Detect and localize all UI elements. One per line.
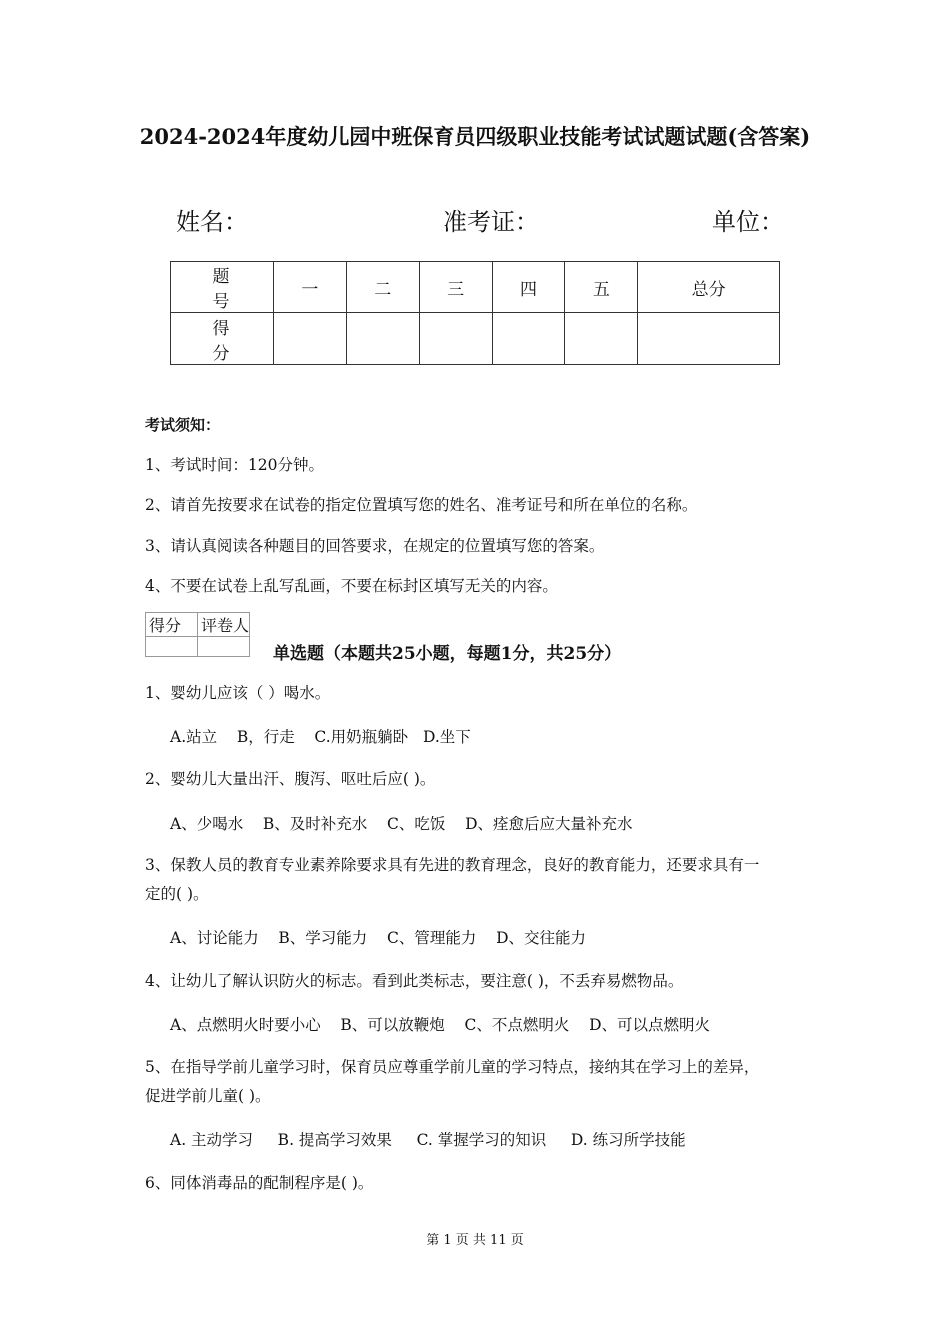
exam-number-field-label: 准考证： — [443, 208, 539, 236]
section-4-score-cell[interactable] — [492, 313, 565, 365]
question-6: 6、同体消毒品的配制程序是( )。 — [145, 1174, 374, 1192]
question-5-options: A. 主动学习 B. 提高学习效果 C. 掌握学习的知识 D. 练习所学技能 — [170, 1131, 686, 1149]
question-4: 4、让幼儿了解认识防火的标志。看到此类标志，要注意( )，不丢弃易燃物品。 — [145, 972, 684, 990]
notice-item-4: 4、不要在试卷上乱写乱画，不要在标封区填写无关的内容。 — [145, 577, 558, 595]
grader-name-label: 评卷人 — [198, 613, 250, 637]
section-2-header: 二 — [346, 262, 419, 313]
section-5-score-cell[interactable] — [565, 313, 638, 365]
question-3-continued: 定的( )。 — [145, 885, 209, 903]
question-5: 5、在指导学前儿童学习时，保育员应尊重学前儿童的学习特点，接纳其在学习上的差异， — [145, 1058, 760, 1076]
question-number-header: 题 号 — [171, 262, 274, 313]
question-3-options: A、讨论能力 B、学习能力 C、管理能力 D、交往能力 — [170, 929, 586, 947]
question-1: 1、婴幼儿应该（ ）喝水。 — [145, 684, 331, 702]
grader-box — [145, 612, 250, 657]
score-table-header-row — [171, 262, 780, 313]
section-3-score-cell[interactable] — [419, 313, 492, 365]
section-1-score-cell[interactable] — [274, 313, 347, 365]
section-5-header: 五 — [565, 262, 638, 313]
section-2-score-cell[interactable] — [346, 313, 419, 365]
total-header: 总分 — [638, 262, 780, 313]
grader-name-cell[interactable] — [198, 637, 250, 657]
notice-heading: 考试须知： — [145, 416, 221, 434]
section-1-header: 一 — [274, 262, 347, 313]
question-2: 2、婴幼儿大量出汗、腹泻、呕吐后应( )。 — [145, 770, 436, 788]
document-title: 2024-2024年度幼儿园中班保育员四级职业技能考试试题试题(含答案) — [139, 124, 811, 149]
score-row-label: 得 分 — [171, 313, 274, 365]
question-4-options: A、点燃明火时要小心 B、可以放鞭炮 C、不点燃明火 D、可以点燃明火 — [170, 1016, 710, 1034]
grader-score-cell[interactable] — [146, 637, 198, 657]
notice-item-3: 3、请认真阅读各种题目的回答要求，在规定的位置填写您的答案。 — [145, 537, 605, 555]
section-title: 单选题（本题共25小题，每题1分，共25分） — [273, 644, 622, 664]
page-footer: 第 1 页 共 11 页 — [426, 1233, 524, 1248]
notice-item-2: 2、请首先按要求在试卷的指定位置填写您的姓名、准考证号和所在单位的名称。 — [145, 496, 698, 514]
score-table — [170, 261, 780, 365]
question-1-options: A.站立 B，行走 C.用奶瓶躺卧 D.坐下 — [170, 728, 471, 746]
unit-field-label: 单位： — [712, 208, 784, 236]
question-3: 3、保教人员的教育专业素养除要求具有先进的教育理念，良好的教育能力，还要求具有一 — [145, 856, 760, 874]
grader-score-label: 得分 — [146, 613, 198, 637]
section-3-header: 三 — [419, 262, 492, 313]
name-field-label: 姓名： — [176, 208, 248, 236]
section-4-header: 四 — [492, 262, 565, 313]
question-2-options: A、少喝水 B、及时补充水 C、吃饭 D、痊愈后应大量补充水 — [170, 815, 633, 833]
question-5-continued: 促进学前儿童( )。 — [145, 1087, 271, 1105]
score-table-score-row — [171, 313, 780, 365]
notice-item-1: 1、考试时间：120分钟。 — [145, 456, 324, 474]
total-score-cell[interactable] — [638, 313, 780, 365]
